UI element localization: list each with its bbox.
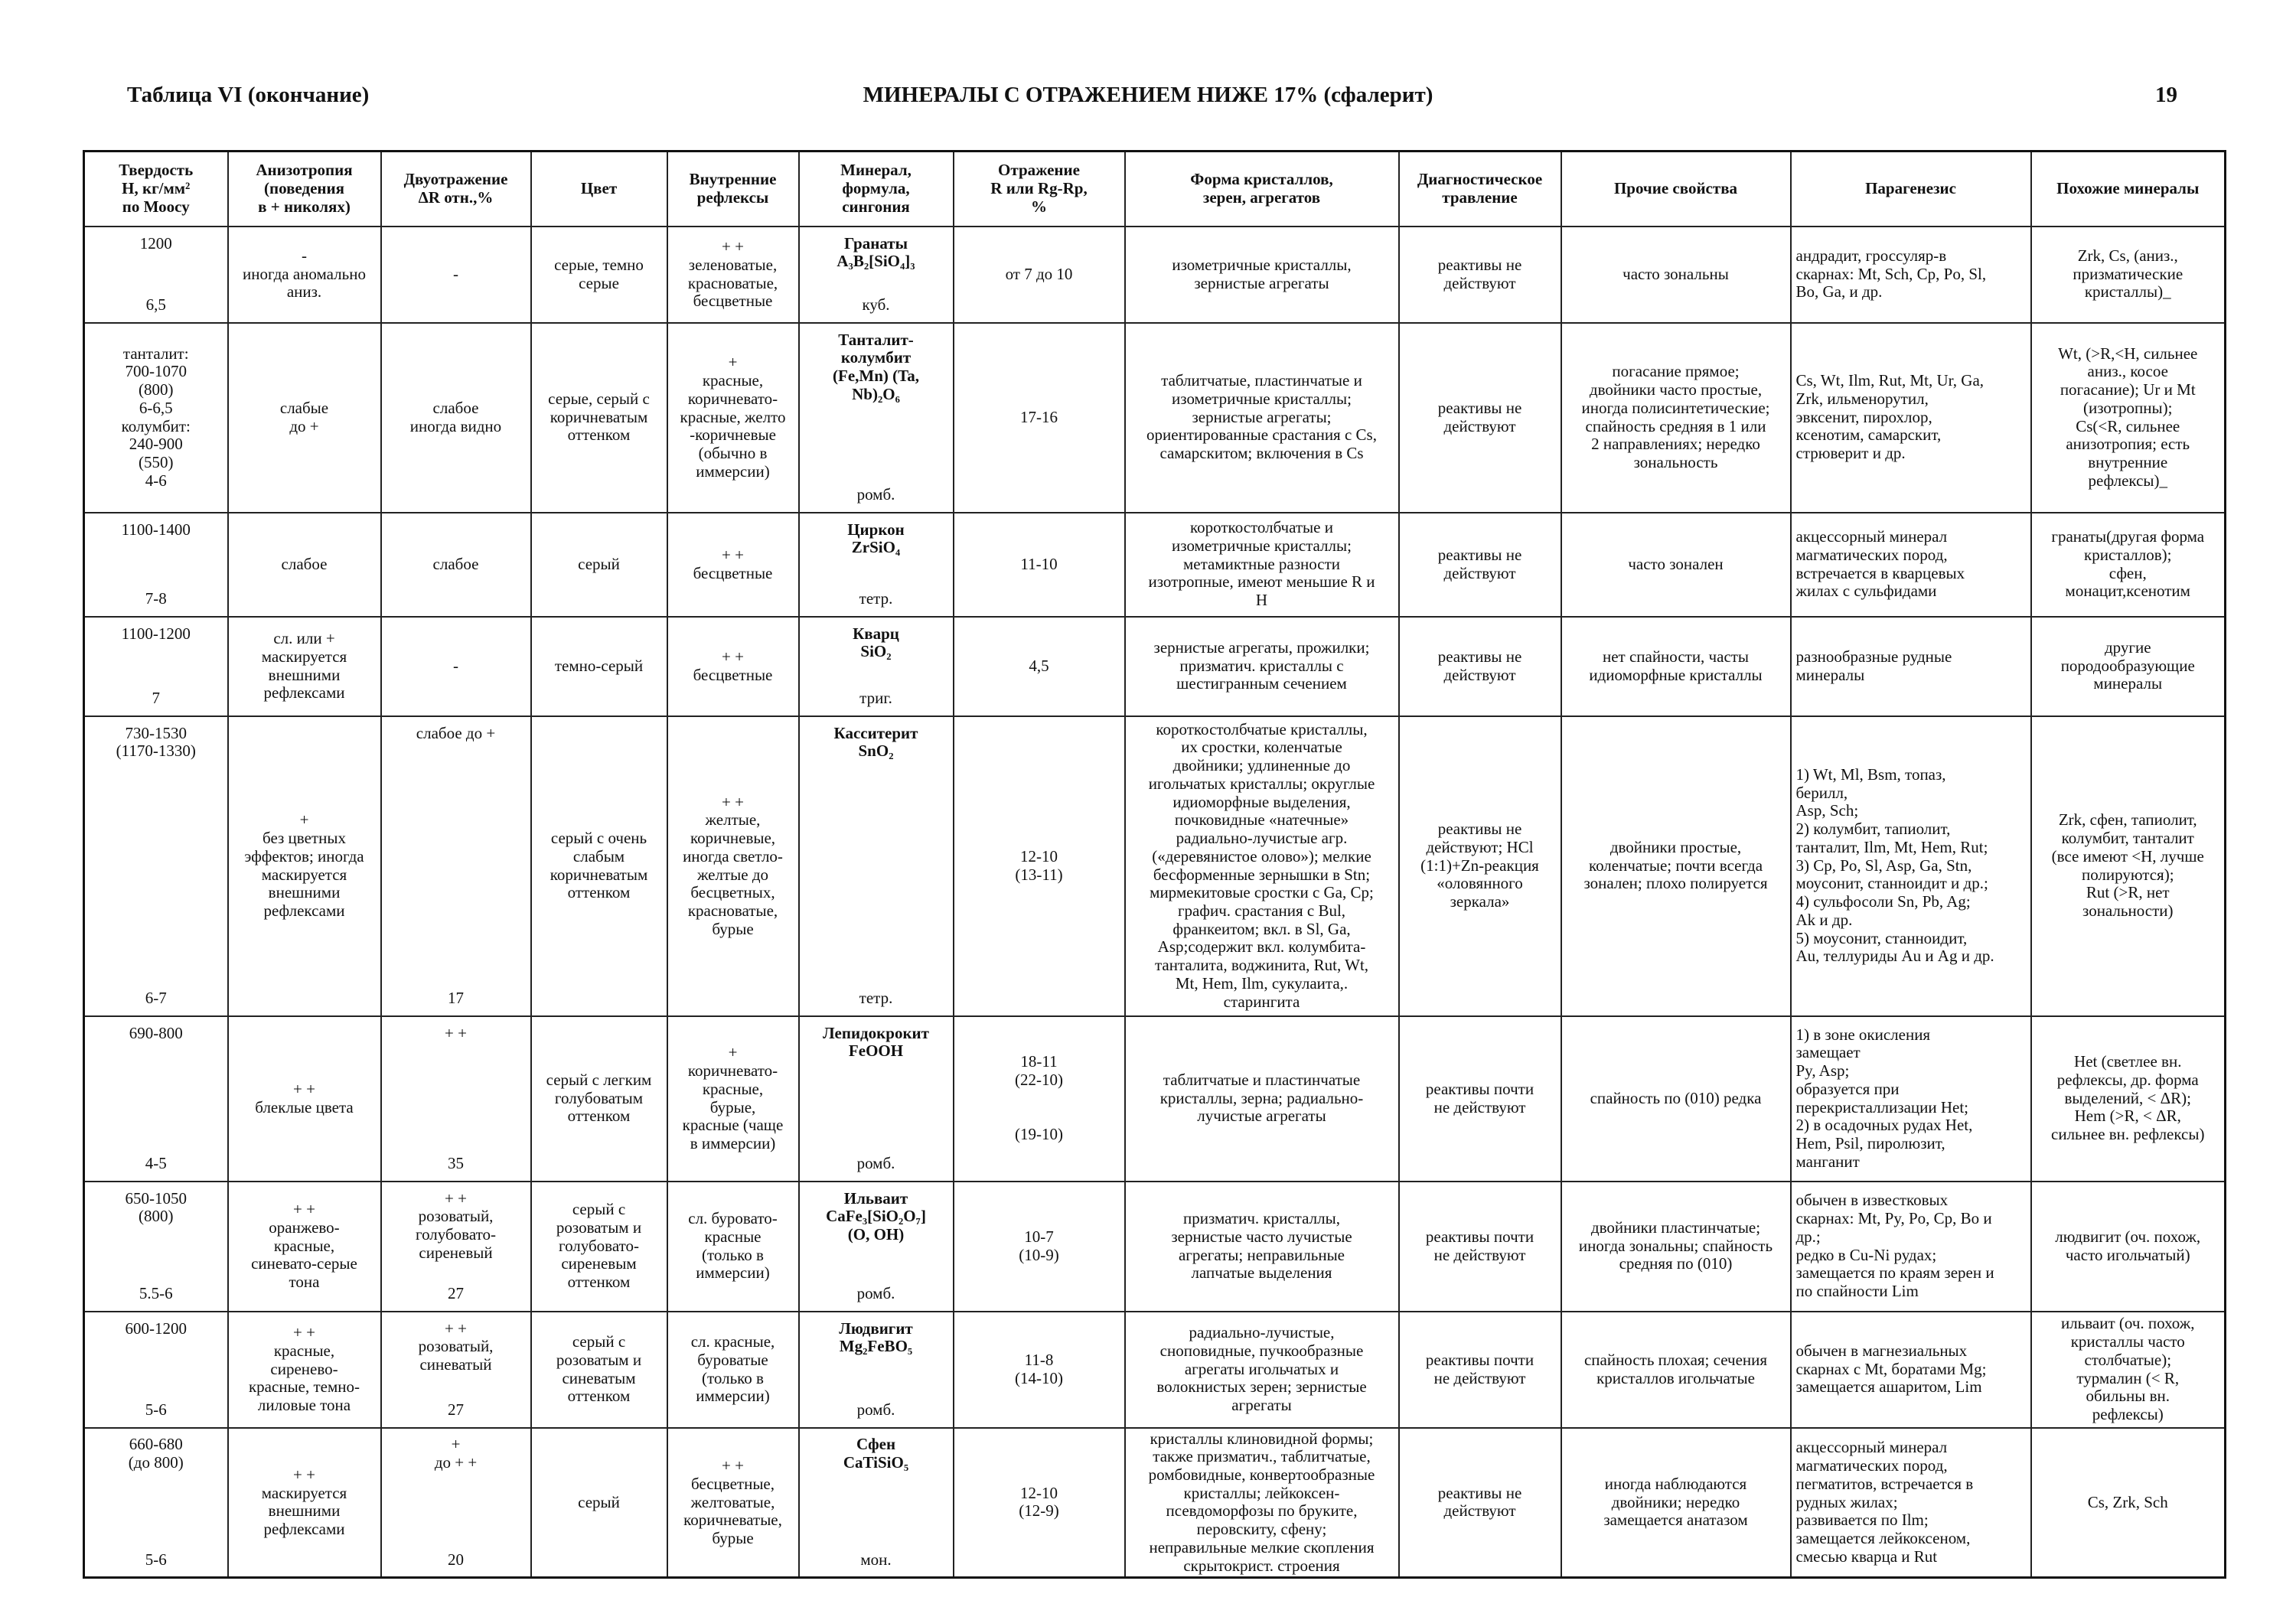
birefringence-cell-top: слабое до + — [416, 723, 496, 742]
paragenesis-cell — [1791, 716, 2031, 1016]
column-header — [84, 152, 228, 227]
paragenesis-cell-text: 1) в зоне окисления замещает Py, Asp; образуется при перекристаллизации Het; 2) в осадочных рудах Het, Hem, Psil, пиролюзит, манганит — [1795, 1025, 1973, 1171]
internal-reflexes-cell-text: + коричневато- красные, бурые, красные (чаще в иммерсии) — [682, 1043, 784, 1152]
column-header — [2031, 152, 2226, 227]
mineral-cell — [799, 227, 954, 323]
color-cell — [531, 716, 667, 1016]
color-cell — [531, 617, 667, 716]
paragenesis-cell-text: акцессорный минерал магматических пород, пегматитов, встречается в рудных жилах; развивается по Ilm; замещается лейкоксеном, смесью кварца и Rut — [1795, 1438, 1974, 1566]
birefringence-cell-text: - — [453, 264, 458, 283]
color-cell — [531, 1428, 667, 1578]
paragenesis-cell — [1791, 323, 2031, 513]
mineral-cell — [799, 716, 954, 1016]
anisotropy-cell-text: + + маскируется внешними рефлексами — [261, 1465, 347, 1539]
reflectance-cell-text: 10-7 (10-9) — [1019, 1227, 1059, 1264]
similar-minerals-cell-text: другие породообразующие минералы — [2060, 637, 2195, 693]
minerals-table — [83, 150, 2226, 1579]
other-properties-cell-text: часто зонален — [1628, 554, 1724, 573]
column-header-label: Внутренние рефлексы — [689, 170, 777, 207]
reflectance-cell — [954, 513, 1125, 617]
anisotropy-cell — [228, 716, 381, 1016]
hardness-cell-bottom: 5.5-6 — [139, 1283, 173, 1302]
column-header-label: Прочие свойства — [1613, 178, 1738, 197]
reflectance-cell — [954, 1016, 1125, 1182]
mineral-syngony: тетр. — [859, 988, 893, 1007]
hardness-cell-bottom: 5-6 — [145, 1400, 167, 1419]
table-row — [84, 323, 2226, 513]
birefringence-cell — [381, 716, 531, 1016]
column-header — [954, 152, 1125, 227]
other-properties-cell — [1561, 1428, 1791, 1578]
reflectance-cell — [954, 716, 1125, 1016]
birefringence-cell-bottom: 27 — [448, 1400, 464, 1419]
color-cell-text: серые, серый с коричневатым оттенком — [548, 389, 650, 445]
crystal-form-cell — [1125, 716, 1399, 1016]
birefringence-cell-bottom: 27 — [448, 1283, 464, 1302]
table-row — [84, 227, 2226, 323]
reflectance-cell — [954, 1428, 1125, 1578]
mineral-formula: SnO₂ — [858, 742, 894, 761]
anisotropy-cell — [228, 1182, 381, 1312]
similar-minerals-cell — [2031, 1428, 2226, 1578]
anisotropy-cell-text: + + красные, сиренево- красные, темно- лиловые тона — [248, 1323, 360, 1415]
internal-reflexes-cell — [667, 1182, 799, 1312]
crystal-form-cell-text: изометричные кристаллы, зернистые агрегаты — [1172, 255, 1352, 292]
paragenesis-cell — [1791, 227, 2031, 323]
internal-reflexes-cell-text: + + зеленоватые, красноватые, бесцветные — [687, 237, 778, 311]
column-header-label: Твердость Н, кг/мм² по Моосу — [119, 161, 194, 216]
similar-minerals-cell-text: ильваит (оч. похож, кристаллы часто столбчатые); турмалин (< R, обильны вн. рефлексы) — [2060, 1314, 2195, 1423]
table-row — [84, 1312, 2226, 1428]
crystal-form-cell — [1125, 1428, 1399, 1578]
similar-minerals-cell-text: Wt, (>R,<H, сильнее аниз., косое погасание); Ur и Mt (изотропны); Cs(<R, сильнее анизотропия; есть внутренние рефлексы)_ — [2058, 344, 2198, 490]
hardness-cell-top: 600-1200 — [125, 1319, 187, 1338]
crystal-form-cell-text: таблитчатые и пластинчатые кристаллы, зерна; радиально- лучистые агрегаты — [1159, 1070, 1364, 1126]
birefringence-cell — [381, 617, 531, 716]
mineral-cell — [799, 323, 954, 513]
reflectance-cell-text: от 7 до 10 — [1005, 264, 1073, 283]
other-properties-cell — [1561, 1016, 1791, 1182]
column-header — [667, 152, 799, 227]
internal-reflexes-cell-text: + красные, коричневато- красные, желто -коричневые (обычно в иммерсии) — [680, 353, 786, 481]
hardness-cell — [84, 323, 228, 513]
color-cell — [531, 227, 667, 323]
paragenesis-cell-text: Cs, Wt, Ilm, Rut, Mt, Ur, Ga, Zrk, ильменорутил, эвксенит, пирохлор, ксенотим, самарскит, стрюверит и др. — [1795, 371, 1985, 463]
reflectance-cell-text: 17-16 — [1020, 407, 1058, 426]
etching-cell — [1399, 1428, 1561, 1578]
similar-minerals-cell — [2031, 716, 2226, 1016]
column-header — [1561, 152, 1791, 227]
paragenesis-cell-text: обычен в известковых скарнах: Mt, Py, Po, Cp, Bo и др.; редко в Cu-Ni рудах; замещается по краям зерен и по спайности Lim — [1795, 1191, 1994, 1300]
etching-cell — [1399, 323, 1561, 513]
paragenesis-cell — [1791, 513, 2031, 617]
similar-minerals-cell-text: гранаты(другая форма кристаллов); сфен, монацит,ксенотим — [2051, 527, 2205, 601]
paragenesis-cell — [1791, 1016, 2031, 1182]
mineral-name: Лепидокрокит — [823, 1023, 929, 1042]
birefringence-cell-text: слабое иногда видно — [409, 398, 502, 435]
hardness-cell-top: 730-1530 (1170-1330) — [116, 723, 196, 761]
mineral-formula: Mg₂FeBO₅ — [839, 1337, 913, 1356]
internal-reflexes-cell-text: + + бесцветные, желтоватые, коричневатые, бурые — [683, 1456, 782, 1547]
birefringence-cell-bottom: 35 — [448, 1153, 464, 1172]
anisotropy-cell — [228, 1312, 381, 1428]
crystal-form-cell-text: призматич. кристаллы, зернистые часто лучистые агрегаты; неправильные лапчатые выделения — [1171, 1209, 1352, 1283]
paragenesis-cell-text: акцессорный минерал магматических пород, встречается в кварцевых жилах с сульфидами — [1795, 527, 1965, 601]
internal-reflexes-cell — [667, 1016, 799, 1182]
internal-reflexes-cell — [667, 617, 799, 716]
hardness-cell — [84, 1182, 228, 1312]
other-properties-cell-text: спайность плохая; сечения кристаллов игольчатые — [1583, 1350, 1768, 1387]
reflectance-cell-text: 12-10 (13-11) — [1015, 846, 1063, 884]
internal-reflexes-cell-text: + + бесцветные — [693, 545, 773, 582]
hardness-cell-bottom: 7 — [152, 688, 160, 707]
reflectance-cell — [954, 323, 1125, 513]
table-row — [84, 513, 2226, 617]
color-cell — [531, 1182, 667, 1312]
anisotropy-cell — [228, 227, 381, 323]
anisotropy-cell-text: + без цветных эффектов; иногда маскируется внешними рефлексами — [244, 810, 364, 920]
other-properties-cell-text: спайность по (010) редка — [1590, 1088, 1762, 1107]
anisotropy-cell — [228, 323, 381, 513]
other-properties-cell-text: двойники простые, коленчатые; почти всегда зонален; плохо полируется — [1583, 837, 1768, 893]
birefringence-cell-top: + до + + — [434, 1435, 478, 1472]
hardness-cell-text: танталит: 700-1070 (800) 6-6,5 колумбит: 240-900 (550) 4-6 — [121, 344, 191, 490]
similar-minerals-cell-text: Zrk, сфен, тапиолит, колумбит, танталит (все имеют <H, лучше полируются); Rut (>R, нет зональности) — [2051, 810, 2204, 920]
internal-reflexes-cell — [667, 1312, 799, 1428]
internal-reflexes-cell — [667, 1428, 799, 1578]
anisotropy-cell-text: - иногда аномально аниз. — [243, 246, 366, 302]
mineral-syngony: ромб. — [856, 1153, 895, 1172]
crystal-form-cell — [1125, 1182, 1399, 1312]
mineral-formula: CaFe₃[SiO₂O₇] (O, OH) — [826, 1207, 926, 1244]
internal-reflexes-cell-text: сл. красные, буроватые (только в иммерсии) — [690, 1332, 775, 1406]
mineral-cell — [799, 1428, 954, 1578]
color-cell-text: серые, темно серые — [554, 255, 644, 292]
other-properties-cell — [1561, 617, 1791, 716]
birefringence-cell-bottom: 17 — [448, 988, 464, 1007]
reflectance-cell-text: 4,5 — [1029, 656, 1049, 675]
etching-cell-text: реактивы почти не действуют — [1425, 1350, 1534, 1387]
table-caption: Таблица VI (окончание) — [127, 83, 370, 107]
reflectance-cell-text: 11-10 — [1020, 554, 1058, 573]
column-header-label: Минерал, формула, сингония — [840, 161, 912, 216]
paragenesis-cell-text: 1) Wt, Ml, Bsm, топаз, берилл, Asp, Sch; 2) колумбит, тапиолит, танталит, Ilm, Mt, Hem, Rut; 3) Cp, Po, Sl, Asp, Ga, Stn, моусонит, станноидит и др.; 4) сульфосоли Sn, Pb, Ag; Ak и др. 5) моусонит, станноидит, Au, теллуриды Au и Ag и др. — [1795, 765, 1994, 966]
mineral-name: Ильваит — [843, 1188, 908, 1208]
etching-cell — [1399, 1016, 1561, 1182]
table-row — [84, 1182, 2226, 1312]
hardness-cell — [84, 1016, 228, 1182]
column-header — [1399, 152, 1561, 227]
mineral-cell — [799, 1182, 954, 1312]
reflectance-cell-text: 18-11 (22-10) (19-10) — [1015, 1052, 1063, 1144]
anisotropy-cell-text: слабые до + — [279, 398, 329, 435]
color-cell — [531, 1312, 667, 1428]
mineral-name: Танталит- колумбит (Fe,Mn) (Ta, Nb)₂O₆ — [833, 330, 919, 403]
color-cell-text: серый с легким голубоватым оттенком — [546, 1070, 652, 1126]
birefringence-cell — [381, 323, 531, 513]
similar-minerals-cell-text: Cs, Zrk, Sch — [2087, 1492, 2168, 1511]
mineral-cell — [799, 1312, 954, 1428]
internal-reflexes-cell-text: + + желтые, коричневые, иногда светло- желтые до бесцветных, красноватые, бурые — [683, 792, 783, 938]
mineral-name: Касситерит — [833, 723, 918, 742]
color-cell-text: серый с розоватым и голубовато- сиреневым оттенком — [556, 1200, 642, 1292]
internal-reflexes-cell — [667, 323, 799, 513]
mineral-formula: CaTiSiO₅ — [843, 1453, 909, 1472]
crystal-form-cell — [1125, 1312, 1399, 1428]
column-header — [1125, 152, 1399, 227]
mineral-cell — [799, 1016, 954, 1182]
mineral-formula: A₃B₂[SiO₄]₃ — [837, 252, 915, 271]
crystal-form-cell — [1125, 323, 1399, 513]
other-properties-cell-text: нет спайности, часты идиоморфные кристаллы — [1589, 647, 1763, 684]
birefringence-cell — [381, 1428, 531, 1578]
color-cell-text: серый с очень слабым коричневатым оттенком — [550, 829, 648, 902]
paragenesis-cell — [1791, 1312, 2031, 1428]
column-header — [228, 152, 381, 227]
similar-minerals-cell — [2031, 1016, 2226, 1182]
crystal-form-cell — [1125, 1016, 1399, 1182]
table-row — [84, 716, 2226, 1016]
mineral-name: Гранаты — [844, 233, 908, 253]
column-header — [1791, 152, 2031, 227]
hardness-cell-bottom: 5-6 — [145, 1550, 167, 1569]
mineral-formula: FeOOH — [848, 1041, 904, 1061]
crystal-form-cell — [1125, 513, 1399, 617]
mineral-syngony: тетр. — [859, 588, 893, 608]
internal-reflexes-cell — [667, 716, 799, 1016]
hardness-cell — [84, 716, 228, 1016]
etching-cell-text: реактивы не действуют — [1437, 545, 1522, 582]
birefringence-cell — [381, 1312, 531, 1428]
column-header-label: Анизотропия (поведения в + николях) — [256, 161, 353, 216]
internal-reflexes-cell — [667, 227, 799, 323]
anisotropy-cell-text: + + оранжево- красные, синевато-серые тона — [251, 1200, 357, 1292]
other-properties-cell — [1561, 1312, 1791, 1428]
etching-cell — [1399, 1312, 1561, 1428]
hardness-cell-top: 1200 — [139, 233, 172, 253]
reflectance-cell — [954, 1182, 1125, 1312]
column-header-label: Форма кристаллов, зерен, агрегатов — [1190, 170, 1333, 207]
mineral-name: Циркон — [847, 520, 905, 539]
similar-minerals-cell-text: людвигит (оч. похож, часто игольчатый) — [2055, 1227, 2201, 1264]
hardness-cell-top: 1100-1200 — [121, 624, 191, 643]
similar-minerals-cell-text: Zrk, Cs, (аниз., призматические кристаллы)_ — [2073, 246, 2183, 302]
anisotropy-cell — [228, 617, 381, 716]
color-cell-text: серый — [578, 554, 620, 573]
hardness-cell-bottom: 7-8 — [145, 588, 167, 608]
internal-reflexes-cell-text: сл. буровато- красные (только в иммерсии) — [688, 1209, 778, 1283]
crystal-form-cell-text: таблитчатые, пластинчатые и изометричные кристаллы; зернистые агрегаты; ориентированные срастания с Cs, самарскитом; включения в Cs — [1146, 371, 1377, 463]
hardness-cell-top: 660-680 (до 800) — [128, 1435, 184, 1472]
paragenesis-cell-text: разнообразные рудные минералы — [1795, 647, 1952, 684]
anisotropy-cell — [228, 1428, 381, 1578]
crystal-form-cell-text: радиально-лучистые, сноповидные, пучкообразные агрегаты игольчатых и волокнистых зерен; зернистые агрегаты — [1156, 1323, 1367, 1415]
mineral-syngony: мон. — [860, 1550, 892, 1569]
hardness-cell-bottom: 6,5 — [145, 295, 166, 314]
color-cell — [531, 323, 667, 513]
table-row — [84, 1428, 2226, 1578]
color-cell-text: серый с розоватым и синеватым оттенком — [556, 1332, 642, 1406]
hardness-cell-bottom: 6-7 — [145, 988, 167, 1007]
anisotropy-cell-text: сл. или + маскируется внешними рефлексами — [261, 629, 347, 702]
page-number: 19 — [2155, 83, 2177, 107]
crystal-form-cell-text: зернистые агрегаты, прожилки; призматич. кристаллы с шестигранным сечением — [1153, 637, 1370, 693]
etching-cell — [1399, 617, 1561, 716]
other-properties-cell-text: двойники пластинчатые; иногда зональны; спайность средняя по (010) — [1578, 1217, 1773, 1273]
mineral-formula: ZrSiO₄ — [851, 538, 901, 557]
crystal-form-cell — [1125, 227, 1399, 323]
color-cell-text: серый — [578, 1492, 620, 1511]
crystal-form-cell — [1125, 617, 1399, 716]
birefringence-cell-bottom: 20 — [448, 1550, 464, 1569]
mineral-cell — [799, 617, 954, 716]
crystal-form-cell-text: кристаллы клиновидной формы; также призматич., таблитчатые, ромбовидные, конвертообразные кристаллы; лейкоксен- псевдоморфозы по бруките, перовскиту, сфену; неправильные мелкие скопления скрытокрист. строения — [1148, 1429, 1375, 1575]
birefringence-cell — [381, 1016, 531, 1182]
birefringence-cell — [381, 1182, 531, 1312]
mineral-name: Людвигит — [839, 1319, 913, 1338]
similar-minerals-cell — [2031, 1182, 2226, 1312]
anisotropy-cell-text: слабое — [281, 554, 328, 573]
paragenesis-cell-text: обычен в магнезиальных скарнах с Mt, боратами Mg; замещается ашаритом, Lim — [1795, 1341, 1987, 1397]
mineral-name: Сфен — [856, 1435, 896, 1454]
birefringence-cell-top: + + розоватый, синеватый — [418, 1319, 494, 1374]
mineral-syngony: ромб. — [856, 1283, 895, 1302]
birefringence-cell — [381, 227, 531, 323]
birefringence-cell-top: + + розоватый, голубовато- сиреневый — [415, 1188, 496, 1262]
column-header-label: Парагенезис — [1865, 178, 1956, 197]
crystal-form-cell-text: короткостолбчатые и изометричные кристаллы; метамиктные разности изотропные, имеют меньшие R и H — [1148, 518, 1375, 610]
paragenesis-cell-text: андрадит, гроссуляр-в скарнах: Mt, Sch, Cp, Po, Sl, Bo, Ga, и др. — [1795, 246, 1987, 302]
other-properties-cell — [1561, 323, 1791, 513]
birefringence-cell-top: + + — [445, 1023, 467, 1042]
paragenesis-cell — [1791, 1182, 2031, 1312]
etching-cell-text: реактивы не действуют — [1437, 647, 1522, 684]
birefringence-cell-text: слабое — [432, 554, 479, 573]
color-cell — [531, 1016, 667, 1182]
mineral-cell — [799, 513, 954, 617]
internal-reflexes-cell-text: + + бесцветные — [693, 647, 773, 684]
etching-cell — [1399, 1182, 1561, 1312]
similar-minerals-cell — [2031, 1312, 2226, 1428]
other-properties-cell — [1561, 227, 1791, 323]
other-properties-cell-text: иногда наблюдаются двойники; нередко замещается анатазом — [1603, 1474, 1748, 1530]
similar-minerals-cell — [2031, 513, 2226, 617]
etching-cell — [1399, 513, 1561, 617]
similar-minerals-cell-text: Het (светлее вн. рефлексы, др. форма выделений, < ΔR); Hem (>R, < ΔR, сильнее вн. рефлексы) — [2051, 1052, 2205, 1144]
column-header-label: Отражение R или Rg-Rp, % — [990, 161, 1088, 216]
etching-cell — [1399, 716, 1561, 1016]
etching-cell-text: реактивы почти не действуют — [1425, 1227, 1534, 1264]
table-header-row — [84, 152, 2226, 227]
color-cell-text: темно-серый — [554, 656, 644, 675]
column-header — [531, 152, 667, 227]
column-header — [381, 152, 531, 227]
column-header-label: Цвет — [580, 178, 618, 197]
hardness-cell — [84, 513, 228, 617]
etching-cell-text: реактивы почти не действуют — [1425, 1079, 1534, 1116]
table-row — [84, 617, 2226, 716]
anisotropy-cell-text: + + блеклые цвета — [255, 1079, 354, 1116]
hardness-cell-top: 690-800 — [129, 1023, 183, 1042]
anisotropy-cell — [228, 513, 381, 617]
mineral-syngony: ромб. — [856, 484, 895, 504]
paragenesis-cell — [1791, 617, 2031, 716]
other-properties-cell — [1561, 513, 1791, 617]
page-title: МИНЕРАЛЫ С ОТРАЖЕНИЕМ НИЖЕ 17% (сфалерит) — [863, 83, 1433, 107]
etching-cell — [1399, 227, 1561, 323]
other-properties-cell — [1561, 1182, 1791, 1312]
birefringence-cell-text: - — [453, 656, 458, 675]
mineral-name: Кварц — [853, 624, 899, 643]
crystal-form-cell-text: короткостолбчатые кристаллы, их сростки, коленчатые двойники; удлиненные до игольчатых кристаллы; округлые идиоморфные выделения, почковидные «натечные» радиально-лучистые агр. («деревянистое олово»); мелкие бесформенные зернышки в Stn; мирмекитовые сростки с Ga, Cp; графич. срастания с Bul, франкеитом; вкл. в Sl, Ga, Asp;содержит вкл. колумбита- танталита, воджинита, Rut, Wt, Mt, Hem, Ilm, сукулаита,. старингита — [1148, 719, 1375, 1011]
internal-reflexes-cell — [667, 513, 799, 617]
similar-minerals-cell — [2031, 323, 2226, 513]
mineral-syngony: триг. — [859, 688, 892, 707]
column-header-label: Диагностическое травление — [1417, 170, 1543, 207]
reflectance-cell-text: 11-8 (14-10) — [1015, 1350, 1063, 1387]
mineral-formula: SiO₂ — [860, 642, 892, 661]
etching-cell-text: реактивы не действуют; HCl (1:1)+Zn-реакция «оловянного зеркала» — [1420, 820, 1539, 911]
similar-minerals-cell — [2031, 227, 2226, 323]
mineral-syngony: ромб. — [856, 1400, 895, 1419]
other-properties-cell-text: погасание прямое; двойники часто простые, иногда полисинтетические; спайность средняя в 1 или 2 направлениях; нередко зональность — [1581, 362, 1770, 471]
birefringence-cell — [381, 513, 531, 617]
column-header-label: Похожие минералы — [2056, 178, 2200, 197]
hardness-cell-top: 1100-1400 — [121, 520, 191, 539]
reflectance-cell — [954, 617, 1125, 716]
reflectance-cell-text: 12-10 (12-9) — [1019, 1483, 1059, 1521]
etching-cell-text: реактивы не действуют — [1437, 398, 1522, 435]
reflectance-cell — [954, 1312, 1125, 1428]
color-cell — [531, 513, 667, 617]
hardness-cell-top: 650-1050 (800) — [125, 1188, 187, 1226]
other-properties-cell — [1561, 716, 1791, 1016]
table-row — [84, 1016, 2226, 1182]
column-header — [799, 152, 954, 227]
paragenesis-cell — [1791, 1428, 2031, 1578]
reflectance-cell — [954, 227, 1125, 323]
hardness-cell — [84, 1312, 228, 1428]
anisotropy-cell — [228, 1016, 381, 1182]
hardness-cell — [84, 1428, 228, 1578]
column-header-label: Двуотражение ΔR отн.,% — [403, 170, 508, 207]
hardness-cell — [84, 617, 228, 716]
other-properties-cell-text: часто зональны — [1623, 264, 1729, 283]
etching-cell-text: реактивы не действуют — [1437, 255, 1522, 292]
mineral-syngony: куб. — [862, 295, 890, 314]
similar-minerals-cell — [2031, 617, 2226, 716]
hardness-cell — [84, 227, 228, 323]
hardness-cell-bottom: 4-5 — [145, 1153, 167, 1172]
etching-cell-text: реактивы не действуют — [1437, 1483, 1522, 1521]
